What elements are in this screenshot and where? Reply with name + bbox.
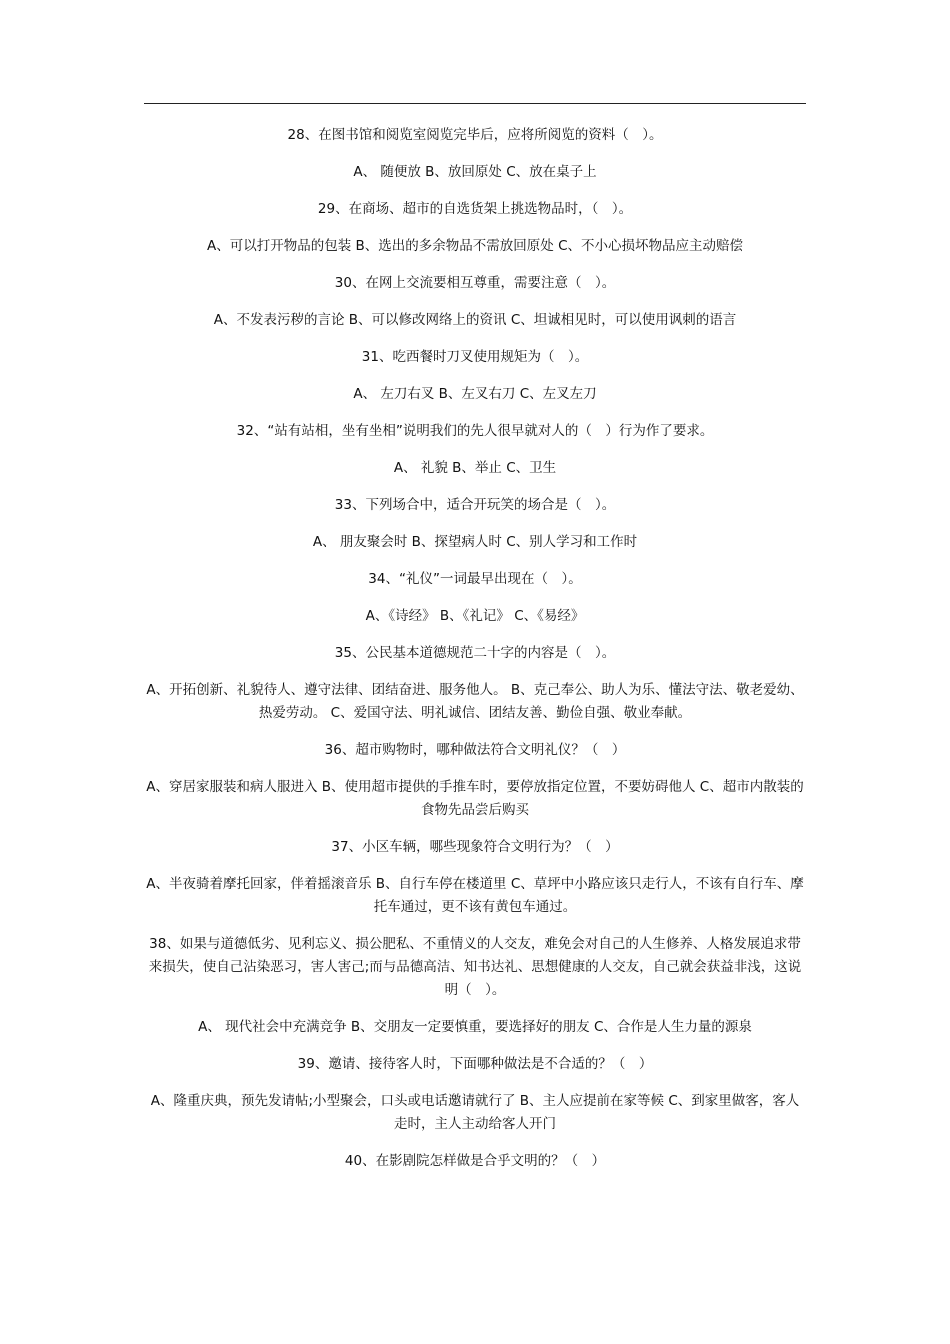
question-list [144,124,806,1187]
question-30: 30、在网上交流要相互尊重，需要注意（ ）。 [334,275,616,291]
question-29: 29、在商场、超市的自选货架上挑选物品时，（ ）。 [317,201,633,217]
question-40: 40、在影剧院怎样做是合乎文明的？（ ） [344,1153,606,1169]
options-32: A、 礼貌 B、举止 C、卫生 [393,460,557,476]
options-31: A、 左刀右叉 B、左叉右刀 C、左叉左刀 [353,386,597,402]
options-34: A、《诗经》 B、《礼记》 C、《易经》 [365,608,585,624]
question-39: 39、邀请、接待客人时，下面哪种做法是不合适的？（ ） [297,1056,653,1072]
options-29: A、可以打开物品的包装 B、选出的多余物品不需放回原处 C、不小心损坏物品应主动赔偿 [206,238,743,254]
question-35: 35、公民基本道德规范二十字的内容是（ ）。 [334,645,616,661]
question-36: 36、超市购物时，哪种做法符合文明礼仪？（ ） [324,742,626,758]
options-39: A、隆重庆典，预先发请帖;小型聚会，口头或电话邀请就行了 B、主人应提前在家等候 C、到家里做客，客人走时，主人主动给客人开门 [150,1093,800,1132]
question-28: 28、在图书馆和阅览室阅览完毕后，应将所阅览的资料（ ）。 [287,127,663,143]
question-34: 34、“礼仪”一词最早出现在（ ）。 [368,571,582,587]
options-36: A、穿居家服装和病人服进入 B、使用超市提供的手推车时，要停放指定位置，不要妨碍他人 C、超市内散装的食物先品尝后购买 [146,779,804,818]
header-rule [144,103,806,104]
question-31: 31、吃西餐时刀叉使用规矩为（ ）。 [361,349,589,365]
options-33: A、 朋友聚会时 B、探望病人时 C、别人学习和工作时 [312,534,638,550]
options-35: A、开拓创新、礼貌待人、遵守法律、团结奋进、服务他人。 B、克己奉公、助人为乐、懂法守法、敬老爱幼、热爱劳动。 C、爱国守法、明礼诚信、团结友善、勤俭自强、敬业奉献。 [146,682,804,721]
options-37: A、半夜骑着摩托回家，伴着摇滚音乐 B、自行车停在楼道里 C、草坪中小路应该只走行人，不该有自行车、摩托车通过，更不该有黄包车通过。 [146,876,804,915]
options-28: A、 随便放 B、放回原处 C、放在桌子上 [353,164,597,180]
question-37: 37、小区车辆，哪些现象符合文明行为？（ ） [331,839,619,855]
question-38: 38、如果与道德低劣、见利忘义、损公肥私、不重情义的人交友，难免会对自己的人生修养、人格发展追求带来损失，使自己沾染恶习，害人害己;而与品德高洁、知书达礼、思想健康的人交友，自己就会获益非浅，这说明（ ）。 [148,936,802,998]
options-30: A、不发表污秽的言论 B、可以修改网络上的资讯 C、坦诚相见时，可以使用讽刺的语言 [213,312,737,328]
question-32: 32、“站有站相，坐有坐相”说明我们的先人很早就对人的（ ）行为作了要求。 [236,423,714,439]
question-33: 33、下列场合中，适合开玩笑的场合是（ ）。 [334,497,616,513]
options-38: A、 现代社会中充满竞争 B、交朋友一定要慎重，要选择好的朋友 C、合作是人生力量的源泉 [198,1019,752,1035]
